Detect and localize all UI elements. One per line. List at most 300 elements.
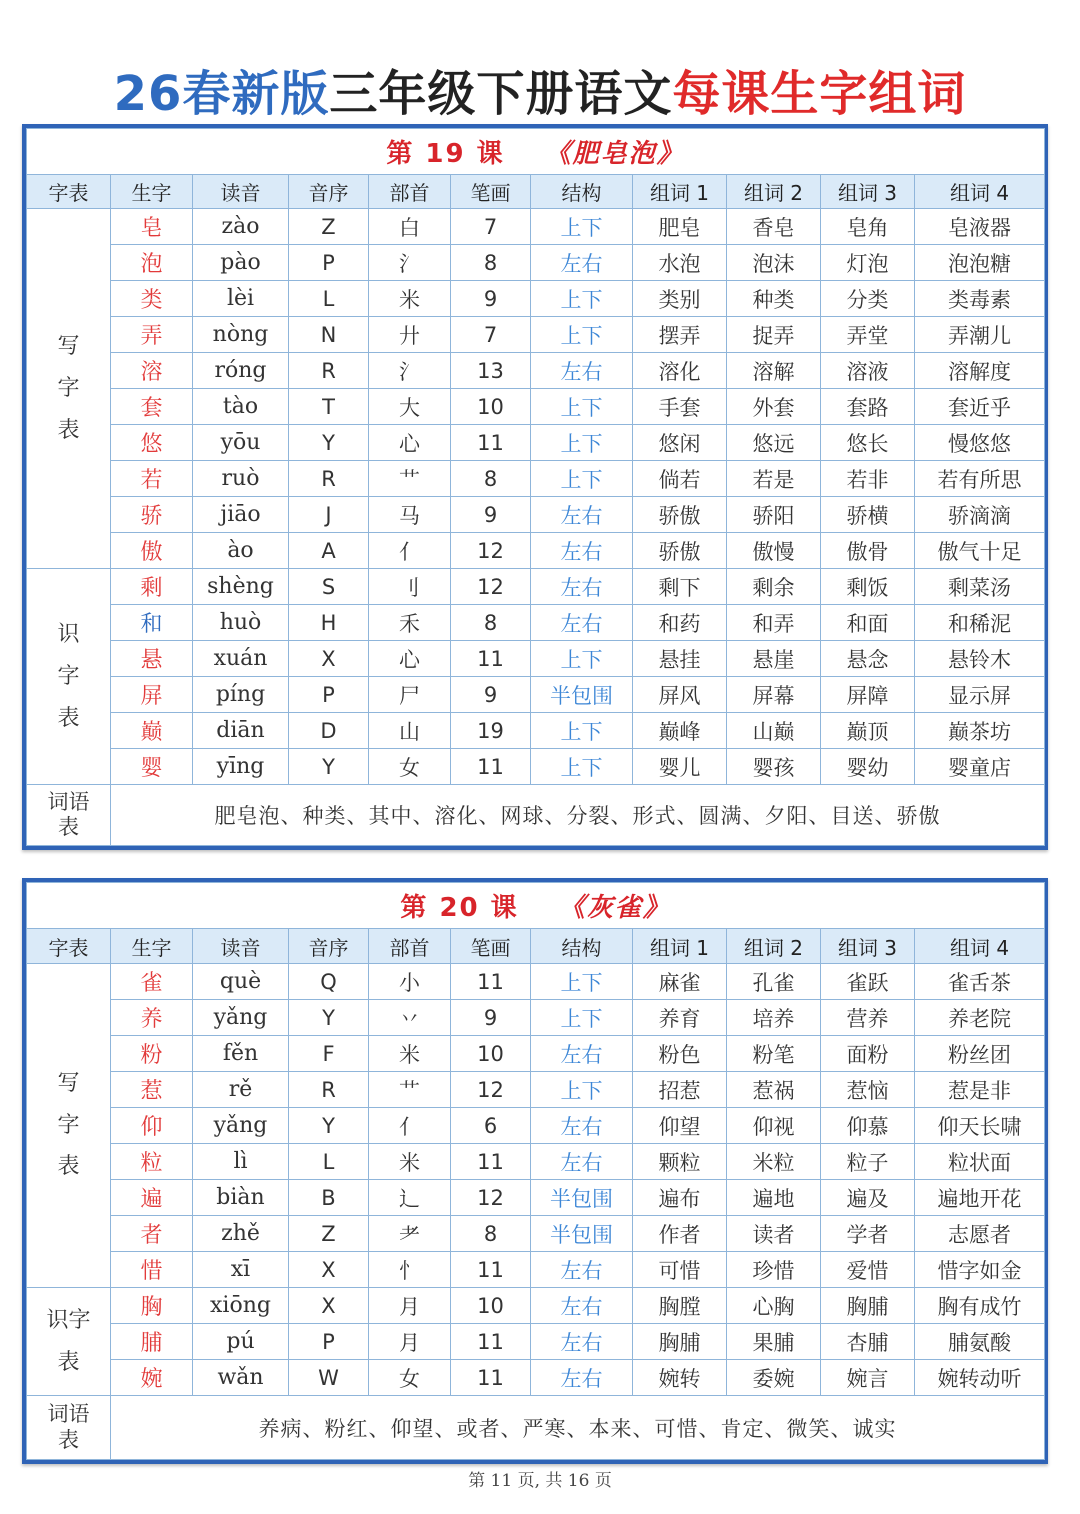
section-label: 写 字 表: [27, 209, 111, 569]
cell-char: 惜: [111, 1252, 193, 1288]
cell-stroke: 10: [451, 1288, 531, 1324]
cell-word2: 委婉: [727, 1360, 821, 1396]
words-list: 肥皂泡、种类、其中、溶化、网球、分裂、形式、圆满、夕阳、目送、骄傲: [111, 785, 1045, 846]
lesson-20-header-row: [27, 929, 1045, 964]
lesson-19-name: 《肥皂泡》: [544, 138, 685, 169]
cell-word3: 遍及: [821, 1180, 915, 1216]
cell-word4: 慢悠悠: [915, 425, 1045, 461]
cell-stroke: 12: [451, 1180, 531, 1216]
cell-pinyin: ào: [193, 533, 289, 569]
cell-word3: 溶液: [821, 353, 915, 389]
cell-pinyin: nòng: [193, 317, 289, 353]
cell-struct: 左右: [531, 1288, 633, 1324]
cell-word4: 溶解度: [915, 353, 1045, 389]
cell-letter: P: [289, 1324, 369, 1360]
cell-word2: 粉笔: [727, 1036, 821, 1072]
cell-word3: 傲骨: [821, 533, 915, 569]
column-header: 组词 3: [821, 174, 915, 209]
cell-struct: 左右: [531, 1036, 633, 1072]
cell-word4: 志愿者: [915, 1216, 1045, 1252]
cell-letter: N: [289, 317, 369, 353]
cell-radical: 耂: [369, 1216, 451, 1252]
cell-word1: 骄傲: [633, 533, 727, 569]
cell-word4: 粒状面: [915, 1144, 1045, 1180]
cell-char: 套: [111, 389, 193, 425]
cell-word3: 套路: [821, 389, 915, 425]
column-header: 音序: [289, 929, 369, 964]
cell-word1: 招惹: [633, 1072, 727, 1108]
cell-word4: 脯氨酸: [915, 1324, 1045, 1360]
cell-pinyin: yōu: [193, 425, 289, 461]
cell-struct: 上下: [531, 1000, 633, 1036]
lesson-19-title: [27, 129, 1045, 175]
cell-word3: 巅顶: [821, 713, 915, 749]
cell-word2: 果脯: [727, 1324, 821, 1360]
cell-struct: 上下: [531, 461, 633, 497]
cell-struct: 左右: [531, 533, 633, 569]
table-row: [27, 281, 1045, 317]
cell-word1: 剩下: [633, 569, 727, 605]
cell-struct: 半包围: [531, 1216, 633, 1252]
cell-radical: 氵: [369, 353, 451, 389]
cell-letter: Z: [289, 209, 369, 245]
cell-char: 惹: [111, 1072, 193, 1108]
title-part-2: 三年级下册语文: [329, 66, 673, 122]
cell-pinyin: róng: [193, 353, 289, 389]
cell-pinyin: yǎng: [193, 1000, 289, 1036]
cell-letter: P: [289, 677, 369, 713]
cell-radical: 米: [369, 281, 451, 317]
cell-letter: X: [289, 641, 369, 677]
cell-letter: T: [289, 389, 369, 425]
cell-char: 粉: [111, 1036, 193, 1072]
page-footer: 第 11 页, 共 16 页: [468, 1471, 612, 1491]
cell-letter: Y: [289, 1108, 369, 1144]
cell-radical: 白: [369, 209, 451, 245]
column-header: 部首: [369, 174, 451, 209]
cell-char: 和: [111, 605, 193, 641]
cell-word1: 可惜: [633, 1252, 727, 1288]
cell-word2: 惹祸: [727, 1072, 821, 1108]
table-row: [27, 1324, 1045, 1360]
column-header: 组词 4: [915, 929, 1045, 964]
cell-radical: 大: [369, 389, 451, 425]
cell-radical: 辶: [369, 1180, 451, 1216]
cell-pinyin: jiāo: [193, 497, 289, 533]
cell-struct: 上下: [531, 281, 633, 317]
cell-struct: 上下: [531, 964, 633, 1000]
words-label: 词语 表: [27, 1396, 111, 1460]
cell-letter: R: [289, 353, 369, 389]
cell-word2: 悬崖: [727, 641, 821, 677]
cell-word2: 若是: [727, 461, 821, 497]
cell-word2: 珍惜: [727, 1252, 821, 1288]
cell-struct: 上下: [531, 317, 633, 353]
cell-word3: 雀跃: [821, 964, 915, 1000]
cell-stroke: 7: [451, 209, 531, 245]
cell-struct: 上下: [531, 425, 633, 461]
cell-stroke: 12: [451, 533, 531, 569]
table-row: [27, 1216, 1045, 1252]
cell-word2: 遍地: [727, 1180, 821, 1216]
column-header: 结构: [531, 174, 633, 209]
cell-stroke: 13: [451, 353, 531, 389]
cell-stroke: 9: [451, 1000, 531, 1036]
table-row: [27, 1000, 1045, 1036]
column-header: 组词 1: [633, 174, 727, 209]
cell-stroke: 11: [451, 749, 531, 785]
cell-letter: W: [289, 1360, 369, 1396]
table-row: [27, 425, 1045, 461]
cell-char: 婴: [111, 749, 193, 785]
cell-word4: 巅茶坊: [915, 713, 1045, 749]
cell-char: 粒: [111, 1144, 193, 1180]
column-header: 读音: [193, 929, 289, 964]
cell-pinyin: zào: [193, 209, 289, 245]
cell-word1: 遍布: [633, 1180, 727, 1216]
cell-struct: 左右: [531, 569, 633, 605]
cell-pinyin: fěn: [193, 1036, 289, 1072]
cell-char: 悬: [111, 641, 193, 677]
table-row: [27, 497, 1045, 533]
cell-word2: 读者: [727, 1216, 821, 1252]
cell-word4: 惹是非: [915, 1072, 1045, 1108]
lesson-20-title: [27, 883, 1045, 929]
cell-letter: L: [289, 1144, 369, 1180]
cell-struct: 左右: [531, 353, 633, 389]
cell-struct: 左右: [531, 1108, 633, 1144]
cell-word3: 悬念: [821, 641, 915, 677]
cell-word4: 泡泡糖: [915, 245, 1045, 281]
column-header: 结构: [531, 929, 633, 964]
cell-word4: 惜字如金: [915, 1252, 1045, 1288]
column-header: 组词 2: [727, 929, 821, 964]
cell-char: 皂: [111, 209, 193, 245]
cell-pinyin: zhě: [193, 1216, 289, 1252]
cell-word4: 遍地开花: [915, 1180, 1045, 1216]
cell-stroke: 8: [451, 605, 531, 641]
cell-pinyin: lèi: [193, 281, 289, 317]
section-label: 识字 表: [27, 1288, 111, 1396]
cell-word3: 悠长: [821, 425, 915, 461]
cell-letter: Z: [289, 1216, 369, 1252]
cell-struct: 上下: [531, 641, 633, 677]
cell-word3: 惹恼: [821, 1072, 915, 1108]
cell-word2: 外套: [727, 389, 821, 425]
cell-char: 若: [111, 461, 193, 497]
cell-word4: 养老院: [915, 1000, 1045, 1036]
cell-word3: 婉言: [821, 1360, 915, 1396]
cell-word1: 肥皂: [633, 209, 727, 245]
cell-struct: 上下: [531, 1072, 633, 1108]
cell-radical: 尸: [369, 677, 451, 713]
cell-word1: 粉色: [633, 1036, 727, 1072]
cell-char: 弄: [111, 317, 193, 353]
lesson-19-card: [22, 124, 1048, 850]
cell-stroke: 12: [451, 1072, 531, 1108]
cell-stroke: 12: [451, 569, 531, 605]
cell-word2: 孔雀: [727, 964, 821, 1000]
cell-word2: 培养: [727, 1000, 821, 1036]
cell-pinyin: xī: [193, 1252, 289, 1288]
cell-word3: 皂角: [821, 209, 915, 245]
cell-word1: 和药: [633, 605, 727, 641]
cell-word4: 傲气十足: [915, 533, 1045, 569]
cell-char: 胸: [111, 1288, 193, 1324]
cell-word1: 麻雀: [633, 964, 727, 1000]
cell-word3: 爱惜: [821, 1252, 915, 1288]
cell-char: 婉: [111, 1360, 193, 1396]
cell-word2: 悠远: [727, 425, 821, 461]
cell-stroke: 11: [451, 1252, 531, 1288]
cell-word1: 骄傲: [633, 497, 727, 533]
cell-stroke: 19: [451, 713, 531, 749]
cell-letter: D: [289, 713, 369, 749]
column-header: 组词 3: [821, 929, 915, 964]
cell-word4: 套近乎: [915, 389, 1045, 425]
cell-word3: 仰慕: [821, 1108, 915, 1144]
cell-radical: 艹: [369, 1072, 451, 1108]
cell-word4: 骄滴滴: [915, 497, 1045, 533]
cell-radical: 月: [369, 1288, 451, 1324]
cell-word2: 捉弄: [727, 317, 821, 353]
cell-stroke: 8: [451, 461, 531, 497]
column-header: 音序: [289, 174, 369, 209]
cell-radical: 刂: [369, 569, 451, 605]
cell-letter: R: [289, 461, 369, 497]
table-row: [27, 605, 1045, 641]
cell-letter: A: [289, 533, 369, 569]
table-row: [27, 1144, 1045, 1180]
cell-word3: 灯泡: [821, 245, 915, 281]
cell-pinyin: pú: [193, 1324, 289, 1360]
cell-struct: 左右: [531, 245, 633, 281]
cell-word1: 水泡: [633, 245, 727, 281]
title-part-3: 每课生字组词: [672, 66, 967, 122]
cell-word2: 屏幕: [727, 677, 821, 713]
column-header: 字表: [27, 929, 111, 964]
cell-word4: 类毒素: [915, 281, 1045, 317]
cell-word3: 骄横: [821, 497, 915, 533]
cell-word3: 学者: [821, 1216, 915, 1252]
cell-stroke: 10: [451, 389, 531, 425]
cell-letter: B: [289, 1180, 369, 1216]
cell-char: 剩: [111, 569, 193, 605]
cell-letter: L: [289, 281, 369, 317]
cell-pinyin: píng: [193, 677, 289, 713]
cell-char: 遍: [111, 1180, 193, 1216]
cell-char: 雀: [111, 964, 193, 1000]
cell-word4: 剩菜汤: [915, 569, 1045, 605]
cell-word1: 仰望: [633, 1108, 727, 1144]
cell-stroke: 11: [451, 1144, 531, 1180]
cell-radical: 心: [369, 425, 451, 461]
table-row: [27, 641, 1045, 677]
cell-struct: 左右: [531, 1144, 633, 1180]
cell-pinyin: què: [193, 964, 289, 1000]
cell-word2: 山巅: [727, 713, 821, 749]
column-header: 生字: [111, 174, 193, 209]
cell-word4: 皂液器: [915, 209, 1045, 245]
cell-radical: 米: [369, 1144, 451, 1180]
cell-word4: 胸有成竹: [915, 1288, 1045, 1324]
cell-stroke: 8: [451, 1216, 531, 1252]
lesson-20-table: [26, 882, 1045, 1460]
cell-struct: 左右: [531, 1252, 633, 1288]
cell-word1: 摆弄: [633, 317, 727, 353]
cell-word2: 心胸: [727, 1288, 821, 1324]
table-row: [27, 1360, 1045, 1396]
column-header: 读音: [193, 174, 289, 209]
cell-pinyin: xiōng: [193, 1288, 289, 1324]
cell-letter: Y: [289, 749, 369, 785]
table-row: [27, 1036, 1045, 1072]
cell-stroke: 10: [451, 1036, 531, 1072]
column-header: 字表: [27, 174, 111, 209]
cell-radical: 廾: [369, 317, 451, 353]
table-row: [27, 1072, 1045, 1108]
cell-letter: F: [289, 1036, 369, 1072]
cell-word2: 傲慢: [727, 533, 821, 569]
cell-word2: 泡沫: [727, 245, 821, 281]
cell-letter: Y: [289, 425, 369, 461]
table-row: [27, 209, 1045, 245]
cell-word3: 分类: [821, 281, 915, 317]
lesson-20-name: 《灰雀》: [558, 893, 671, 924]
cell-word3: 婴幼: [821, 749, 915, 785]
cell-char: 屏: [111, 677, 193, 713]
cell-word3: 弄堂: [821, 317, 915, 353]
table-row: [27, 713, 1045, 749]
cell-char: 脯: [111, 1324, 193, 1360]
words-row: [27, 785, 1045, 846]
title-part-1: 26春新版: [113, 66, 330, 122]
cell-char: 类: [111, 281, 193, 317]
section-label: 识 字 表: [27, 569, 111, 785]
lesson-19-table: [26, 128, 1045, 846]
cell-word4: 雀舌茶: [915, 964, 1045, 1000]
cell-radical: 女: [369, 749, 451, 785]
cell-word1: 类别: [633, 281, 727, 317]
column-header: 生字: [111, 929, 193, 964]
table-row: [27, 677, 1045, 713]
table-row: [27, 389, 1045, 425]
cell-pinyin: rě: [193, 1072, 289, 1108]
table-row: [27, 964, 1045, 1000]
cell-word1: 倘若: [633, 461, 727, 497]
cell-word2: 和弄: [727, 605, 821, 641]
cell-word3: 屏障: [821, 677, 915, 713]
cell-struct: 上下: [531, 209, 633, 245]
table-row: [27, 569, 1045, 605]
table-row: [27, 1288, 1045, 1324]
cell-word2: 米粒: [727, 1144, 821, 1180]
column-header: 组词 1: [633, 929, 727, 964]
cell-word3: 粒子: [821, 1144, 915, 1180]
cell-radical: 心: [369, 641, 451, 677]
cell-stroke: 8: [451, 245, 531, 281]
cell-word2: 香皂: [727, 209, 821, 245]
cell-char: 者: [111, 1216, 193, 1252]
column-header: 笔画: [451, 174, 531, 209]
lesson-19-label: 第 19 课: [386, 138, 505, 169]
cell-word1: 胸脯: [633, 1324, 727, 1360]
cell-radical: 马: [369, 497, 451, 533]
cell-letter: P: [289, 245, 369, 281]
cell-word1: 悬挂: [633, 641, 727, 677]
cell-word1: 作者: [633, 1216, 727, 1252]
cell-char: 巅: [111, 713, 193, 749]
cell-word1: 胸膛: [633, 1288, 727, 1324]
page-title: [0, 62, 1080, 126]
table-row: [27, 1180, 1045, 1216]
cell-struct: 半包围: [531, 677, 633, 713]
cell-radical: 禾: [369, 605, 451, 641]
cell-word3: 营养: [821, 1000, 915, 1036]
cell-char: 养: [111, 1000, 193, 1036]
cell-letter: H: [289, 605, 369, 641]
cell-word2: 溶解: [727, 353, 821, 389]
table-row: [27, 353, 1045, 389]
cell-word4: 婴童店: [915, 749, 1045, 785]
cell-struct: 左右: [531, 497, 633, 533]
table-row: [27, 1252, 1045, 1288]
cell-word1: 屏风: [633, 677, 727, 713]
cell-word4: 悬铃木: [915, 641, 1045, 677]
cell-radical: 丷: [369, 1000, 451, 1036]
cell-struct: 上下: [531, 749, 633, 785]
cell-char: 悠: [111, 425, 193, 461]
cell-pinyin: shèng: [193, 569, 289, 605]
cell-word1: 婉转: [633, 1360, 727, 1396]
cell-radical: 亻: [369, 533, 451, 569]
cell-char: 骄: [111, 497, 193, 533]
cell-struct: 左右: [531, 1324, 633, 1360]
cell-word3: 剩饭: [821, 569, 915, 605]
cell-word3: 胸脯: [821, 1288, 915, 1324]
cell-pinyin: yīng: [193, 749, 289, 785]
cell-char: 仰: [111, 1108, 193, 1144]
cell-pinyin: pào: [193, 245, 289, 281]
cell-letter: S: [289, 569, 369, 605]
table-row: [27, 245, 1045, 281]
lesson-20-card: [22, 878, 1048, 1464]
cell-struct: 左右: [531, 605, 633, 641]
cell-stroke: 6: [451, 1108, 531, 1144]
column-header: 笔画: [451, 929, 531, 964]
words-label: 词语 表: [27, 785, 111, 846]
cell-pinyin: wǎn: [193, 1360, 289, 1396]
cell-word1: 溶化: [633, 353, 727, 389]
cell-word4: 显示屏: [915, 677, 1045, 713]
table-row: [27, 461, 1045, 497]
lesson-20-label: 第 20 课: [400, 893, 519, 924]
cell-radical: 小: [369, 964, 451, 1000]
cell-word2: 种类: [727, 281, 821, 317]
lesson-19-header-row: [27, 174, 1045, 209]
cell-stroke: 11: [451, 425, 531, 461]
cell-word3: 和面: [821, 605, 915, 641]
cell-struct: 上下: [531, 389, 633, 425]
cell-pinyin: ruò: [193, 461, 289, 497]
cell-letter: R: [289, 1072, 369, 1108]
cell-word1: 悠闲: [633, 425, 727, 461]
cell-word2: 骄阳: [727, 497, 821, 533]
cell-pinyin: lì: [193, 1144, 289, 1180]
cell-pinyin: huò: [193, 605, 289, 641]
column-header: 部首: [369, 929, 451, 964]
cell-word1: 婴儿: [633, 749, 727, 785]
